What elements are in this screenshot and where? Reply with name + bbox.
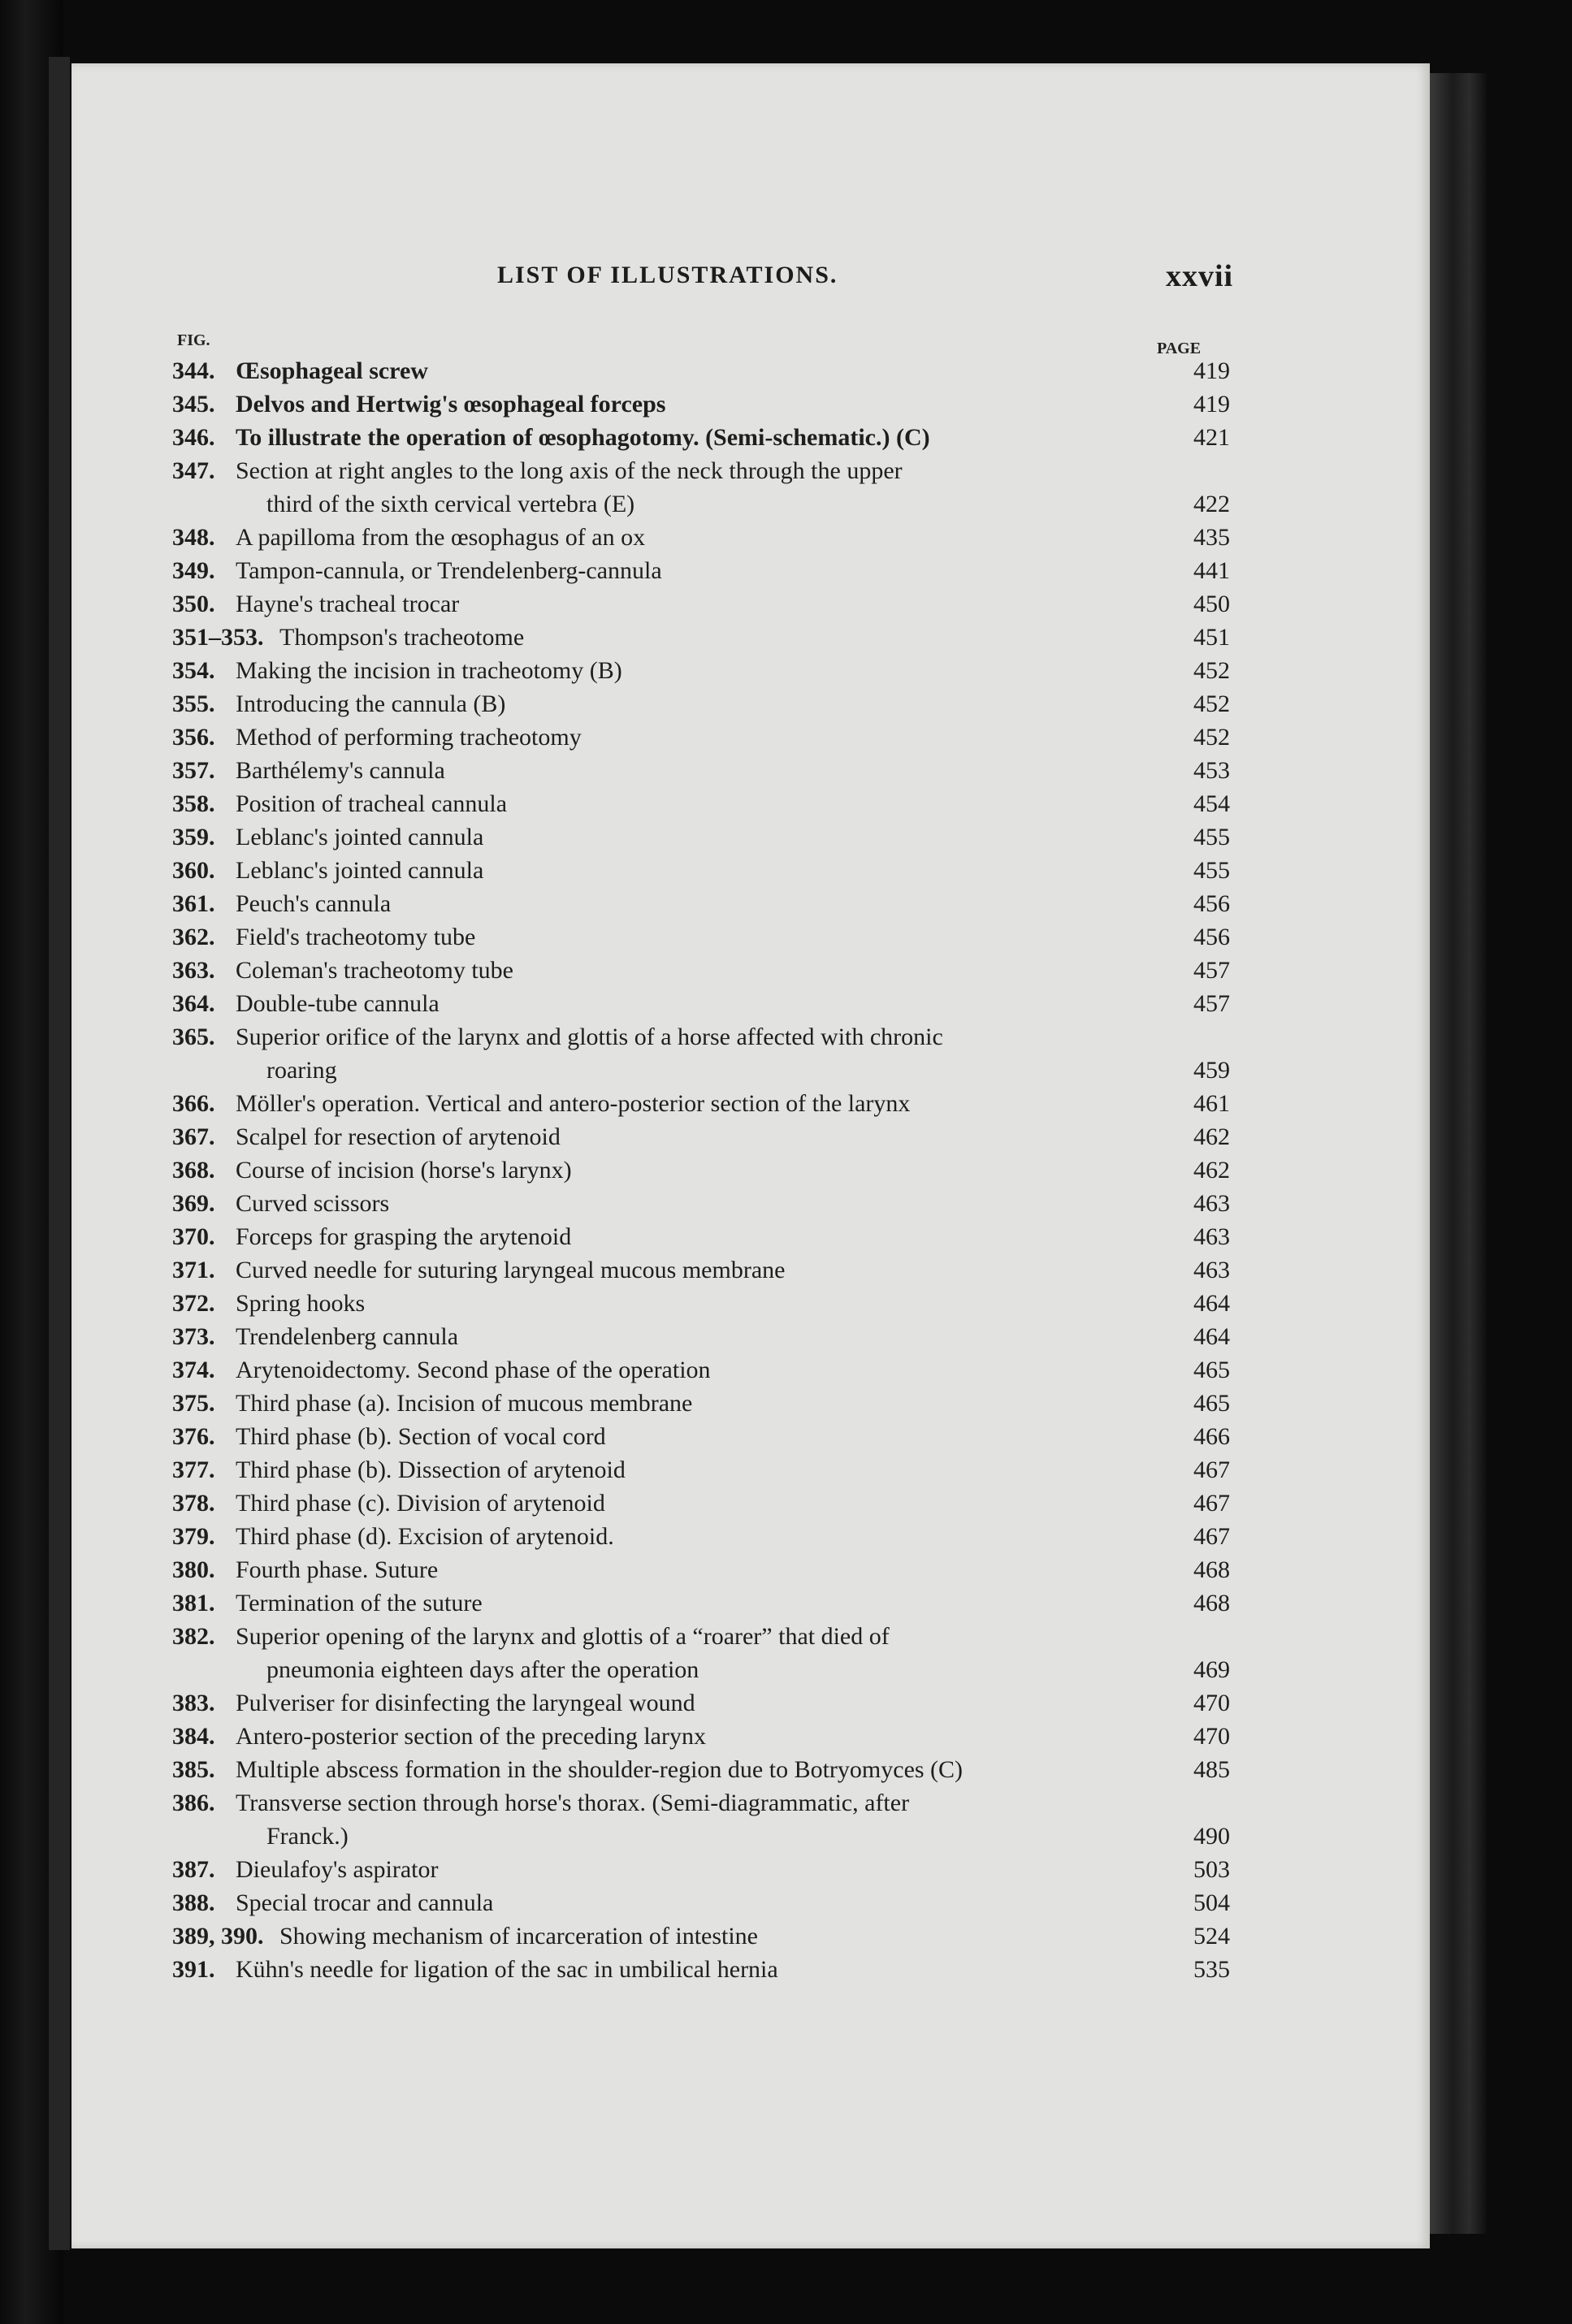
- page-reference: 457: [1193, 957, 1230, 984]
- list-item: [172, 721, 1228, 754]
- page-reference: 456: [1193, 890, 1230, 917]
- figure-number: 362.: [172, 924, 215, 950]
- page-reference: 485: [1193, 1756, 1230, 1783]
- list-item: [172, 1487, 1228, 1520]
- column-heading-fig: FIG.: [177, 331, 210, 349]
- figure-number: 366.: [172, 1090, 215, 1117]
- list-item: [172, 687, 1228, 721]
- figure-number: 358.: [172, 790, 215, 817]
- figure-caption: Multiple abscess formation in the shoulder-region due to Botryomyces (C): [236, 1756, 964, 1783]
- figure-caption: Section at right angles to the long axis of the neck through the upper: [236, 457, 903, 484]
- figure-caption: Showing mechanism of incarceration of intestine: [279, 1923, 758, 1950]
- figure-number: 382.: [172, 1623, 215, 1650]
- figure-number: 367.: [172, 1123, 215, 1150]
- list-item: [172, 354, 1228, 387]
- figure-caption: To illustrate the operation of œsophagotomy. (Semi-schematic.) (C): [236, 424, 930, 451]
- list-item: [172, 1919, 1228, 1953]
- figure-caption: Tampon-cannula, or Trendelenberg-cannula: [236, 557, 662, 584]
- list-item: [172, 1620, 1228, 1686]
- figure-caption: Leblanc's jointed cannula: [236, 857, 484, 884]
- page-reference: 462: [1193, 1123, 1230, 1150]
- figure-number: 369.: [172, 1190, 215, 1217]
- figure-caption: Trendelenberg cannula: [236, 1323, 459, 1350]
- figure-caption: Double-tube cannula: [236, 990, 440, 1017]
- page-reference: 419: [1193, 391, 1230, 418]
- page-reference: 535: [1193, 1956, 1230, 1983]
- figure-number: 384.: [172, 1723, 215, 1750]
- list-item: [172, 1020, 1228, 1087]
- page-reference: 452: [1193, 657, 1230, 684]
- figure-number: 357.: [172, 757, 215, 784]
- figure-number: 376.: [172, 1423, 215, 1450]
- page-number-roman: xxvii: [1166, 259, 1234, 293]
- list-item: [172, 1586, 1228, 1620]
- figure-number: 368.: [172, 1157, 215, 1184]
- list-item: [172, 454, 1228, 521]
- figure-caption: Antero-posterior section of the preceding larynx: [236, 1723, 706, 1750]
- page-reference: 462: [1193, 1157, 1230, 1184]
- list-item: [172, 987, 1228, 1020]
- list-item: [172, 1553, 1228, 1586]
- list-item: [172, 1453, 1228, 1487]
- figure-caption: Scalpel for resection of arytenoid: [236, 1123, 561, 1150]
- figure-caption: Termination of the suture: [236, 1590, 483, 1616]
- list-item: [172, 787, 1228, 820]
- list-item: [172, 587, 1228, 621]
- figure-caption: Möller's operation. Vertical and antero-posterior section of the larynx: [236, 1090, 911, 1117]
- page-reference: 467: [1193, 1523, 1230, 1550]
- page-reference: 452: [1193, 724, 1230, 751]
- page-reference: 419: [1193, 357, 1230, 384]
- page-reference: 451: [1193, 624, 1230, 651]
- figure-number: 373.: [172, 1323, 215, 1350]
- figure-number: 377.: [172, 1456, 215, 1483]
- figure-number: 344.: [172, 357, 215, 384]
- page-reference: 469: [1193, 1656, 1230, 1683]
- figure-caption: Curved needle for suturing laryngeal mucous membrane: [236, 1257, 786, 1283]
- page-reference: 454: [1193, 790, 1230, 817]
- figure-number: 380.: [172, 1556, 215, 1583]
- list-item: [172, 1287, 1228, 1320]
- page-reference: 452: [1193, 690, 1230, 717]
- figure-number: 386.: [172, 1790, 215, 1816]
- page-reference: 453: [1193, 757, 1230, 784]
- list-item: [172, 554, 1228, 587]
- page-reference: 421: [1193, 424, 1230, 451]
- list-item: [172, 954, 1228, 987]
- list-item: [172, 1153, 1228, 1187]
- figure-number: 374.: [172, 1357, 215, 1383]
- page-reference: 463: [1193, 1257, 1230, 1283]
- figure-number: 375.: [172, 1390, 215, 1417]
- figure-caption: Third phase (a). Incision of mucous membrane: [236, 1390, 693, 1417]
- figure-number: 370.: [172, 1223, 215, 1250]
- page-reference: 470: [1193, 1690, 1230, 1716]
- figure-caption: Thompson's tracheotome: [279, 624, 525, 651]
- figure-caption: Kühn's needle for ligation of the sac in umbilical hernia: [236, 1956, 778, 1983]
- list-item: [172, 1420, 1228, 1453]
- figure-caption: Barthélemy's cannula: [236, 757, 445, 784]
- page-reference: 465: [1193, 1357, 1230, 1383]
- list-item: [172, 1953, 1228, 1986]
- figure-number: 378.: [172, 1490, 215, 1517]
- list-item: [172, 1686, 1228, 1720]
- figure-caption: Introducing the cannula (B): [236, 690, 506, 717]
- list-item: [172, 1253, 1228, 1287]
- figure-caption: Dieulafoy's aspirator: [236, 1856, 439, 1883]
- page-reference: 463: [1193, 1190, 1230, 1217]
- page-reference: 441: [1193, 557, 1230, 584]
- figure-caption: A papilloma from the œsophagus of an ox: [236, 524, 646, 551]
- page-reference: 470: [1193, 1723, 1230, 1750]
- running-header: LIST OF ILLUSTRATIONS.: [497, 262, 838, 288]
- list-item: [172, 1087, 1228, 1120]
- figure-caption: Spring hooks: [236, 1290, 366, 1317]
- list-item: [172, 1853, 1228, 1886]
- figure-caption: Peuch's cannula: [236, 890, 392, 917]
- figure-number: 361.: [172, 890, 215, 917]
- illustration-list: [172, 354, 1228, 1986]
- page-reference: 503: [1193, 1856, 1230, 1883]
- figure-caption: Hayne's tracheal trocar: [236, 591, 460, 617]
- list-item: [172, 754, 1228, 787]
- figure-number: 383.: [172, 1690, 215, 1716]
- figure-number: 349.: [172, 557, 215, 584]
- figure-number: 354.: [172, 657, 215, 684]
- figure-number: 381.: [172, 1590, 215, 1616]
- page-reference: 456: [1193, 924, 1230, 950]
- figure-number: 391.: [172, 1956, 215, 1983]
- figure-number: 372.: [172, 1290, 215, 1317]
- figure-caption: Making the incision in tracheotomy (B): [236, 657, 622, 684]
- figure-number: 385.: [172, 1756, 215, 1783]
- list-item: [172, 1320, 1228, 1353]
- page-reference: 461: [1193, 1090, 1230, 1117]
- page-edge-shadow: [1430, 73, 1487, 2234]
- column-heading-page: PAGE: [1157, 340, 1202, 357]
- figure-caption: Third phase (c). Division of arytenoid: [236, 1490, 605, 1517]
- gutter-strip: [49, 57, 70, 2250]
- figure-caption: Third phase (b). Section of vocal cord: [236, 1423, 606, 1450]
- list-item: [172, 1187, 1228, 1220]
- list-item: [172, 920, 1228, 954]
- figure-caption: Curved scissors: [236, 1190, 390, 1217]
- page-reference: 524: [1193, 1923, 1230, 1950]
- figure-caption: Pulveriser for disinfecting the laryngeal wound: [236, 1690, 695, 1716]
- page-reference: 467: [1193, 1456, 1230, 1483]
- list-item: [172, 1720, 1228, 1753]
- list-item: [172, 521, 1228, 554]
- page-reference: 435: [1193, 524, 1230, 551]
- page-reference: 457: [1193, 990, 1230, 1017]
- page-reference: 459: [1193, 1057, 1230, 1084]
- figure-number: 387.: [172, 1856, 215, 1883]
- figure-caption: Forceps for grasping the arytenoid: [236, 1223, 572, 1250]
- page-reference: 422: [1193, 491, 1230, 517]
- page-reference: 455: [1193, 857, 1230, 884]
- figure-number: 355.: [172, 690, 215, 717]
- figure-number: 350.: [172, 591, 215, 617]
- list-item: [172, 1786, 1228, 1853]
- figure-caption: Arytenoidectomy. Second phase of the operation: [236, 1357, 711, 1383]
- figure-number: 371.: [172, 1257, 215, 1283]
- page-reference: 466: [1193, 1423, 1230, 1450]
- figure-caption: Transverse section through horse's thorax. (Semi-diagrammatic, after: [236, 1790, 910, 1816]
- page-reference: 450: [1193, 591, 1230, 617]
- figure-number: 379.: [172, 1523, 215, 1550]
- figure-caption: Superior opening of the larynx and glottis of a “roarer” that died of: [236, 1623, 890, 1650]
- figure-caption: Coleman's tracheotomy tube: [236, 957, 513, 984]
- figure-caption: third of the sixth cervical vertebra (E): [266, 491, 635, 517]
- page-reference: 468: [1193, 1590, 1230, 1616]
- figure-number: 359.: [172, 824, 215, 850]
- list-item: [172, 654, 1228, 687]
- list-item: [172, 854, 1228, 887]
- figure-caption: Leblanc's jointed cannula: [236, 824, 484, 850]
- page-reference: 464: [1193, 1290, 1230, 1317]
- figure-caption: Fourth phase. Suture: [236, 1556, 439, 1583]
- figure-caption: Franck.): [266, 1823, 349, 1850]
- list-item: [172, 421, 1228, 454]
- figure-caption: Method of performing tracheotomy: [236, 724, 582, 751]
- figure-caption: Special trocar and cannula: [236, 1889, 494, 1916]
- list-item: [172, 621, 1228, 654]
- figure-number: 345.: [172, 391, 215, 418]
- page-reference: 455: [1193, 824, 1230, 850]
- figure-caption: Œsophageal screw: [236, 357, 428, 384]
- figure-caption: Third phase (d). Excision of arytenoid.: [236, 1523, 614, 1550]
- figure-number: 363.: [172, 957, 215, 984]
- figure-number: 347.: [172, 457, 215, 484]
- figure-caption: Delvos and Hertwig's œsophageal forceps: [236, 391, 666, 418]
- figure-number: 389, 390.: [172, 1923, 264, 1950]
- figure-number: 360.: [172, 857, 215, 884]
- page-reference: 465: [1193, 1390, 1230, 1417]
- list-item: [172, 1886, 1228, 1919]
- page-reference: 464: [1193, 1323, 1230, 1350]
- page-reference: 463: [1193, 1223, 1230, 1250]
- list-item: [172, 1353, 1228, 1387]
- list-item: [172, 820, 1228, 854]
- figure-number: 365.: [172, 1024, 215, 1050]
- list-item: [172, 1520, 1228, 1553]
- figure-number: 348.: [172, 524, 215, 551]
- list-item: [172, 1220, 1228, 1253]
- page-reference: 468: [1193, 1556, 1230, 1583]
- list-item: [172, 1753, 1228, 1786]
- figure-caption: pneumonia eighteen days after the operation: [266, 1656, 699, 1683]
- page-reference: 467: [1193, 1490, 1230, 1517]
- page-reference: 504: [1193, 1889, 1230, 1916]
- figure-caption: Third phase (b). Dissection of arytenoid: [236, 1456, 626, 1483]
- list-item: [172, 1120, 1228, 1153]
- figure-caption: Superior orifice of the larynx and glottis of a horse affected with chronic: [236, 1024, 943, 1050]
- figure-caption: Course of incision (horse's larynx): [236, 1157, 572, 1184]
- figure-caption: roaring: [266, 1057, 337, 1084]
- figure-number: 356.: [172, 724, 215, 751]
- figure-number: 346.: [172, 424, 215, 451]
- figure-caption: Position of tracheal cannula: [236, 790, 508, 817]
- list-item: [172, 387, 1228, 421]
- figure-number: 388.: [172, 1889, 215, 1916]
- figure-number: 364.: [172, 990, 215, 1017]
- list-item: [172, 1387, 1228, 1420]
- figure-caption: Field's tracheotomy tube: [236, 924, 476, 950]
- list-item: [172, 887, 1228, 920]
- figure-number: 351–353.: [172, 624, 264, 651]
- page-reference: 490: [1193, 1823, 1230, 1850]
